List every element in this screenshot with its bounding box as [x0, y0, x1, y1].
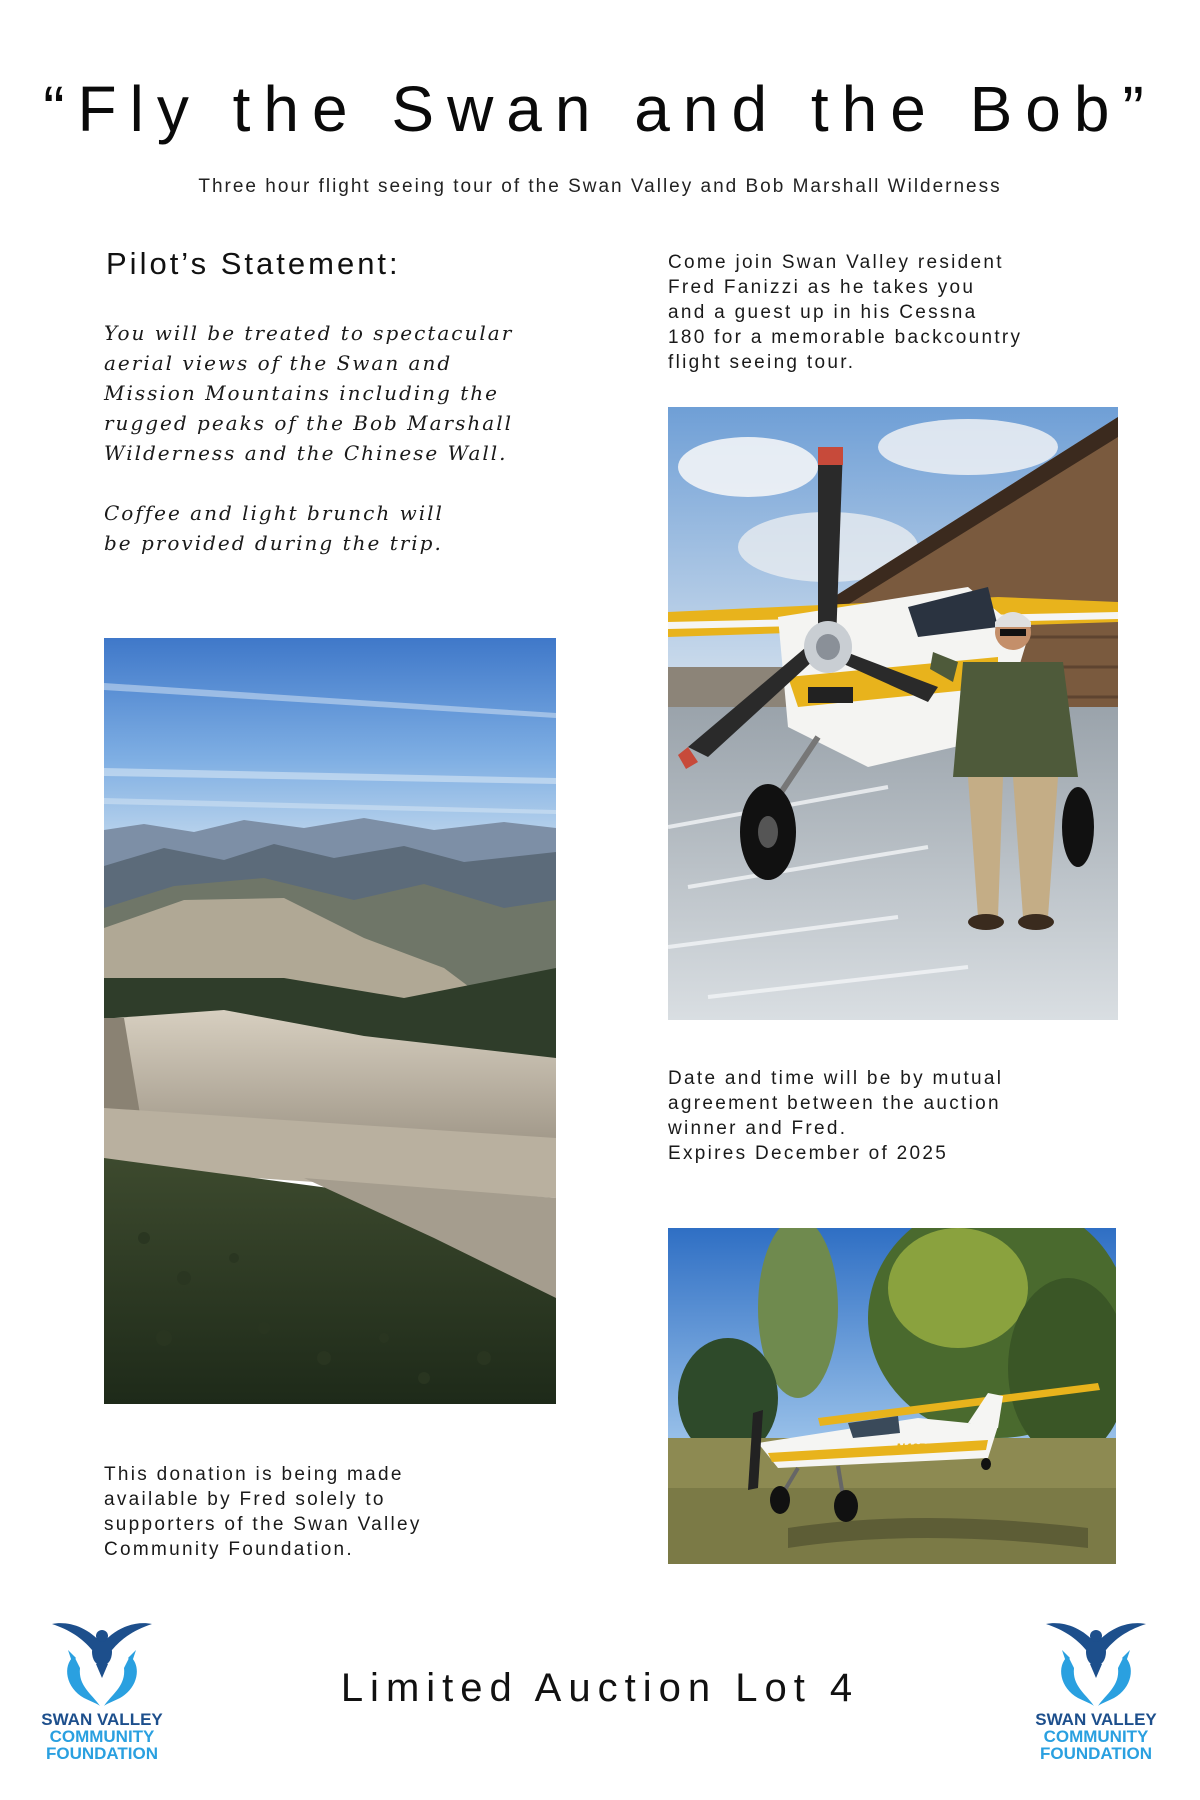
statement-line: be provided during the trip.	[104, 531, 443, 555]
statement-line: Mission Mountains including the	[104, 381, 499, 405]
donation-line: Community Foundation.	[104, 1539, 355, 1560]
logo-line-foundation: FOUNDATION	[1039, 1744, 1153, 1763]
logo-line-community: COMMUNITY	[1043, 1727, 1149, 1746]
intro-text	[668, 250, 1118, 375]
statement-line: Coffee and light brunch will	[104, 501, 444, 525]
intro-line: 180 for a memorable backcountry	[668, 327, 1023, 348]
page-subtitle: Three hour flight seeing tour of the Swan Valley and Bob Marshall Wilderness	[198, 176, 1002, 197]
aerial-mountain-photo	[104, 638, 556, 1404]
pilot-with-cessna-photo	[668, 407, 1118, 1020]
logo-wordmark	[32, 1711, 172, 1762]
schedule-line: Expires December of 2025	[668, 1143, 949, 1164]
statement-line: Wilderness and the Chinese Wall.	[104, 441, 508, 465]
schedule-line: agreement between the auction	[668, 1093, 1001, 1114]
donation-line: This donation is being made	[104, 1464, 404, 1485]
donation-text	[104, 1462, 544, 1562]
pilot-statement-text	[104, 318, 574, 558]
plane-registration: N4653S	[896, 1441, 940, 1455]
auction-lot-label: Limited Auction Lot 4	[340, 1666, 860, 1710]
donation-line: available by Fred solely to	[104, 1489, 386, 1510]
logo-line-swan-valley: SWAN VALLEY	[41, 1710, 163, 1729]
cessna-on-airstrip-photo	[668, 1228, 1116, 1564]
intro-line: Come join Swan Valley resident	[668, 252, 1004, 273]
statement-line: aerial views of the Swan and	[104, 351, 453, 375]
intro-line: Fred Fanizzi as he takes you	[668, 277, 976, 298]
statement-paragraph-brunch	[104, 498, 574, 558]
swan-valley-foundation-logo	[1026, 1606, 1166, 1766]
bird-hands-icon	[1026, 1606, 1166, 1711]
logo-line-community: COMMUNITY	[49, 1727, 155, 1746]
donation-line: supporters of the Swan Valley	[104, 1514, 422, 1535]
statement-paragraph-views	[104, 318, 574, 468]
schedule-line: Date and time will be by mutual	[668, 1068, 1004, 1089]
statement-line: You will be treated to spectacular	[104, 321, 514, 345]
intro-line: flight seeing tour.	[668, 352, 856, 373]
pilot-statement-heading: Pilot’s Statement:	[106, 246, 401, 281]
logo-wordmark	[1026, 1711, 1166, 1762]
page-title: “Fly the Swan and the Bob”	[43, 73, 1157, 145]
logo-line-foundation: FOUNDATION	[45, 1744, 159, 1763]
intro-line: and a guest up in his Cessna	[668, 302, 978, 323]
schedule-line: winner and Fred.	[668, 1118, 848, 1139]
statement-line: rugged peaks of the Bob Marshall	[104, 411, 513, 435]
schedule-text	[668, 1066, 1118, 1166]
logo-line-swan-valley: SWAN VALLEY	[1035, 1710, 1157, 1729]
